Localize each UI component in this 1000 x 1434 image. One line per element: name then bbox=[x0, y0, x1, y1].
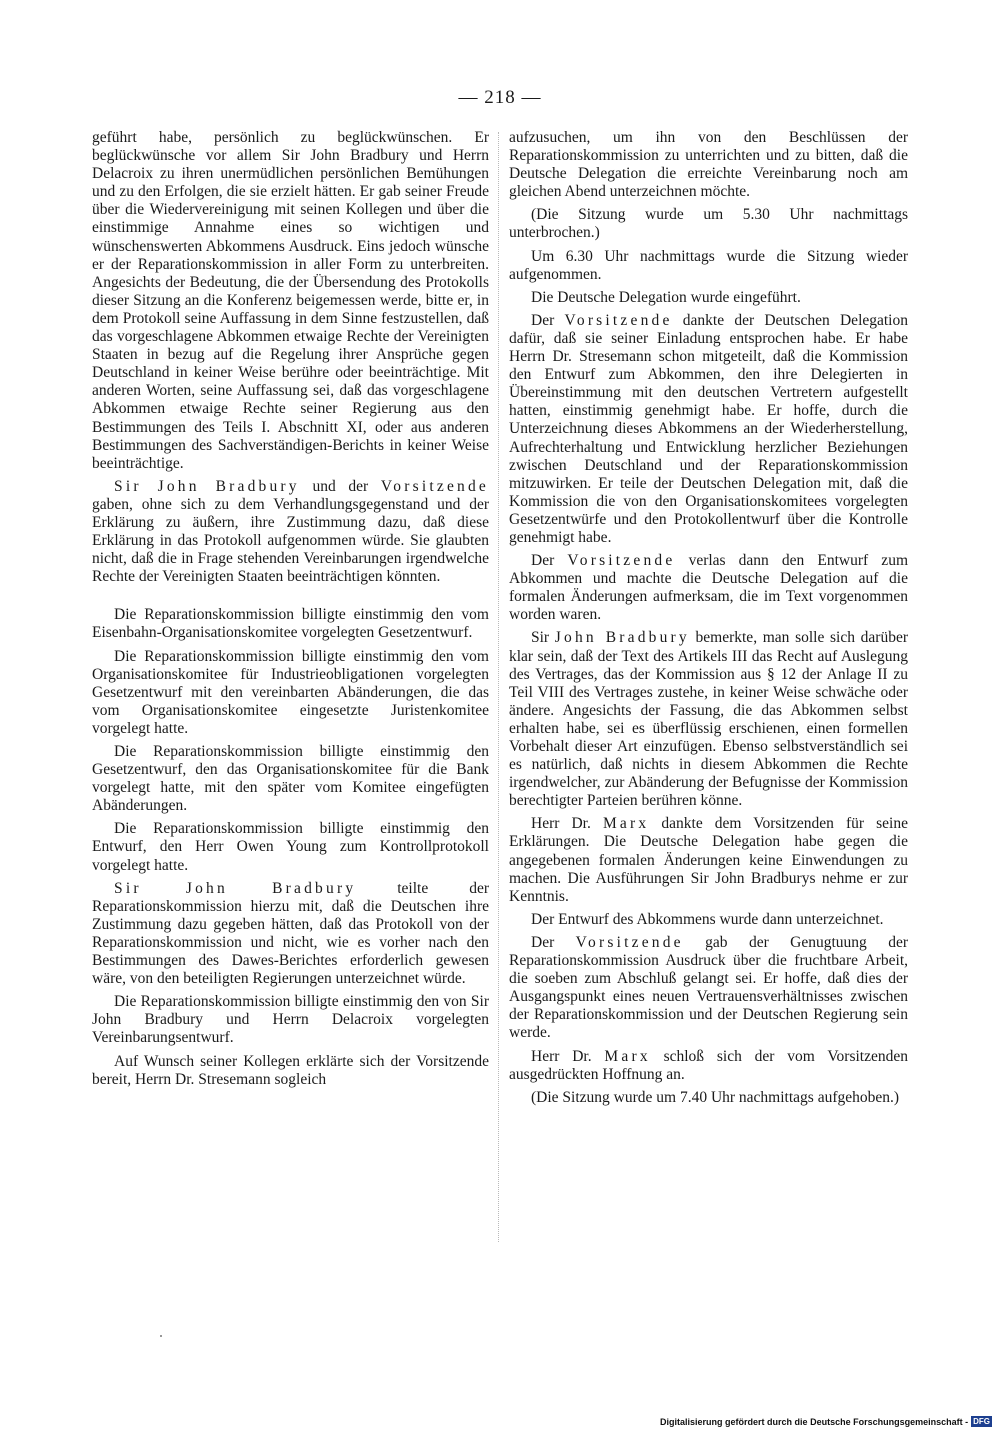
text-run: aufzusuchen, um ihn von den Beschlüssen der Reparationskommission zu unterrichten und zu bitten, daß die Deutsche Delegation die erreichte Vereinbarung noch am gleichen Abend unterzeichnen möchte. bbox=[509, 129, 908, 201]
text-run: gaben, ohne sich zu dem Verhandlungsgegenstand und der Erklärung zu äußern, ihre Zustimmung dazu, daß diese Erklärung in das Protokoll aufgenommen würde. Sie glaubten nicht, daß die in Frage stehenden Vereinbarungen irgendwelche Rechte der Vereinigten Staaten beeinträchtigen könnten. bbox=[92, 495, 489, 586]
text-run: Die Reparationskommission billigte einstimmig den Gesetzentwurf, den das Organisationskomitee für die Bank vorgelegt hatte, mit den später vom Komitee eingefügten Abänderungen. bbox=[92, 743, 489, 815]
text-run: Herr Dr. bbox=[531, 1047, 605, 1065]
text-run: bemerkte, man solle sich darüber klar sein, daß der Text des Artikels III das Recht auf Auslegung des Vertrages, das der Kommission aus § 12 der Anlage II zu Teil VIII des Vertrages zustehe, in keiner Weise schwäche oder ändere. Angesichts der Fassung, die das Abkommen selbst erhalten habe, sei es überflüssig erschienen, einen formellen Vorbehalt dieser Art einzufügen. Ebenso selbstverständlich sei es natürlich, daß nichts in diesem Abkommen die Rechte irgendwelcher, zur Abänderung der Befugnisse der Kommission berechtigter Parteien berühren könne. bbox=[509, 629, 908, 810]
left-column bbox=[92, 129, 489, 1094]
paragraph bbox=[509, 206, 908, 242]
text-run: geführt habe, persönlich zu beglückwünschen. Er beglückwünsche vor allem Sir John Bradbury und Herrn Delacroix zu ihren unermüdlichen persönlichen Bemühungen und zu den Erfolgen, die sie erzielt hätten. Er gab seiner Freude über die Wiedervereinigung mit seinen Kollegen und über die einstimmige Annahme eines so wichtigen und wünschenswerten Abkommens Ausdruck. Eins jedoch wünsche er der Reparationskommission in aller Form zu unterbreiten. Angesichts der Bedeutung, die der Übersendung des Protokolls dieser Sitzung an die Konferenz beigemessen werde, bitte er, in dem Protokoll seine Auffassung in dem Sinne festzustellen, daß das vorgeschlagene Abkommen etwaige Rechte der Vereinigten Staaten in bezug auf die Regelung ihrer Ansprüche gegen Deutschland in keiner Weise berühre oder beeinträchtige. Mit anderen Worten, seine Auffassung sei, daß das vorgeschlagene Abkommen etwaige Rechte seiner Regierung aus den Bestimmungen des Teils I. Abschnitt XI, oder aus anderen Bestimmungen des Sachverständigen-Berichts in keiner Weise beeinträchtige. bbox=[92, 129, 489, 472]
paragraph bbox=[92, 129, 489, 473]
text-run: Der bbox=[531, 311, 565, 329]
text-run: verlas dann den Entwurf zum Abkommen und machte die Deutsche Delegation auf die formalen Änderungen aufmerksam, die im Text vorgenommen worden waren. bbox=[509, 552, 908, 624]
paragraph bbox=[92, 880, 489, 989]
page-number: — 218 — bbox=[458, 87, 542, 108]
paragraph bbox=[92, 478, 489, 587]
footer-credit: Digitalisierung gefördert durch die Deutsche Forschungsgemeinschaft - bbox=[660, 1416, 969, 1427]
paragraph bbox=[92, 1053, 489, 1089]
text-run: schloß sich der vom Vorsitzenden ausgedrückten Hoffnung an. bbox=[509, 1047, 908, 1083]
paragraph bbox=[509, 289, 908, 307]
text-run: Auf Wunsch seiner Kollegen erklärte sich der Vorsitzende bereit, Herrn Dr. Stresemann sogleich bbox=[92, 1052, 489, 1088]
spaced-name: Vorsitzende bbox=[567, 552, 676, 570]
spaced-name: Sir John Bradbury bbox=[114, 477, 300, 495]
spaced-name: Sir John Bradbury bbox=[114, 879, 357, 897]
paragraph bbox=[92, 993, 489, 1047]
text-run: (Die Sitzung wurde um 5.30 Uhr nachmittags unterbrochen.) bbox=[509, 206, 908, 242]
spaced-name: Marx bbox=[604, 1047, 651, 1065]
paragraph bbox=[509, 552, 908, 624]
paragraph bbox=[92, 606, 489, 642]
text-run: dankte der Deutschen Delegation dafür, daß sie seiner Einladung entsprochen habe. Er habe Herrn Dr. Stresemann schon mitgeteilt, daß die Kommission den Entwurf zum Abkommen, den ihre Delegierten in Übereinstimmung mit den deutschen Vertretern aufgestellt hatten, einstimmig genehmigt habe. Er hoffe, durch die Unterzeichnung dieses Abkommens an der Wiederherstellung, Aufrechterhaltung und Entwicklung herzlicher Beziehungen zwischen Deutschland und der Reparationskommission mitzuwirken. Er teile der Deutschen Delegation mit, daß die Kommission die von den Organisationskomitees vorgelegten Gesetzentwürfe und den Protokollentwurf über die Kontrolle genehmigt habe. bbox=[509, 311, 908, 546]
text-run: und der bbox=[299, 477, 381, 495]
paragraph bbox=[509, 934, 908, 1043]
text-run: Die Reparationskommission billigte einstimmig den von Sir John Bradbury und Herrn Delacroix vorgelegten Vereinbarungsentwurf. bbox=[92, 993, 489, 1047]
text-run: Die Reparationskommission billigte einstimmig den Entwurf, den Herr Owen Young zum Kontrollprotokoll vorgelegt hatte. bbox=[92, 820, 489, 874]
footer bbox=[660, 1416, 992, 1427]
right-column bbox=[509, 129, 908, 1112]
text-run: Die Deutsche Delegation wurde eingeführt. bbox=[531, 288, 801, 306]
text-run: (Die Sitzung wurde um 7.40 Uhr nachmittags aufgehoben.) bbox=[531, 1088, 900, 1106]
scan-speck bbox=[160, 1335, 162, 1337]
paragraph bbox=[509, 629, 908, 810]
paragraph bbox=[509, 911, 908, 929]
text-run: Der Entwurf des Abkommens wurde dann unterzeichnet. bbox=[531, 910, 884, 928]
dfg-logo: DFG bbox=[973, 1417, 990, 1426]
paragraph bbox=[509, 1048, 908, 1084]
text-run: Herr Dr. bbox=[531, 815, 603, 833]
paragraph bbox=[92, 648, 489, 738]
paragraph bbox=[509, 312, 908, 547]
paragraph bbox=[509, 248, 908, 284]
text-run: Sir bbox=[531, 629, 555, 647]
text-run: teilte der Reparationskommission hierzu mit, daß die Deutschen ihre Zustimmung dazu gegeben hätten, daß das Protokoll von der Reparationskommission und nicht, wie es vorher nach den Bestimmungen des Dawes-Berichtes erforderlich gewesen wäre, von den beteiligten Regierungen unterzeichnet würde. bbox=[92, 879, 489, 988]
column-divider bbox=[498, 132, 499, 1242]
spaced-name: John Bradbury bbox=[554, 629, 690, 647]
text-run: gab der Genugtuung der Reparationskommission Ausdruck über die fruchtbare Arbeit, die soeben zum Abschluß gelangt sei. Er hoffe, daß dies der Ausgangspunkt eines neuen Vertrauensverhältnisses zwischen der Reparationskommission und der Deutschen Regierung sein werde. bbox=[509, 933, 908, 1042]
text-run: Der bbox=[531, 933, 576, 951]
text-run: Der bbox=[531, 552, 568, 570]
text-run: dankte dem Vorsitzenden für seine Erklärungen. Die Deutsche Delegation habe gegen die angegebenen formalen Änderungen keine Einwendungen zu machen. Die Ausführungen Sir John Bradburys nehme er zur Kenntnis. bbox=[509, 815, 908, 905]
text-run: Um 6.30 Uhr nachmittags wurde die Sitzung wieder aufgenommen. bbox=[509, 247, 908, 283]
paragraph bbox=[509, 1089, 908, 1107]
spaced-name: Vorsitzende bbox=[380, 477, 489, 495]
paragraph bbox=[92, 820, 489, 874]
spaced-name: Marx bbox=[602, 815, 650, 833]
text-run: Die Reparationskommission billigte einstimmig den vom Organisationskomitee für Industrieobligationen vorgelegten Gesetzentwurf mit den vereinbarten Abänderungen, die das vom Organisationskomitee eingesetzte Juristenkomitee vorgelegt hatte. bbox=[92, 647, 489, 737]
paragraph bbox=[509, 129, 908, 201]
spaced-name: Vorsitzende bbox=[575, 933, 684, 951]
paragraph bbox=[509, 815, 908, 905]
text-run: Die Reparationskommission billigte einstimmig den vom Eisenbahn-Organisationskomitee vorgelegten Gesetzentwurf. bbox=[92, 606, 489, 642]
paragraph bbox=[92, 743, 489, 815]
spaced-name: Vorsitzende bbox=[564, 311, 673, 329]
